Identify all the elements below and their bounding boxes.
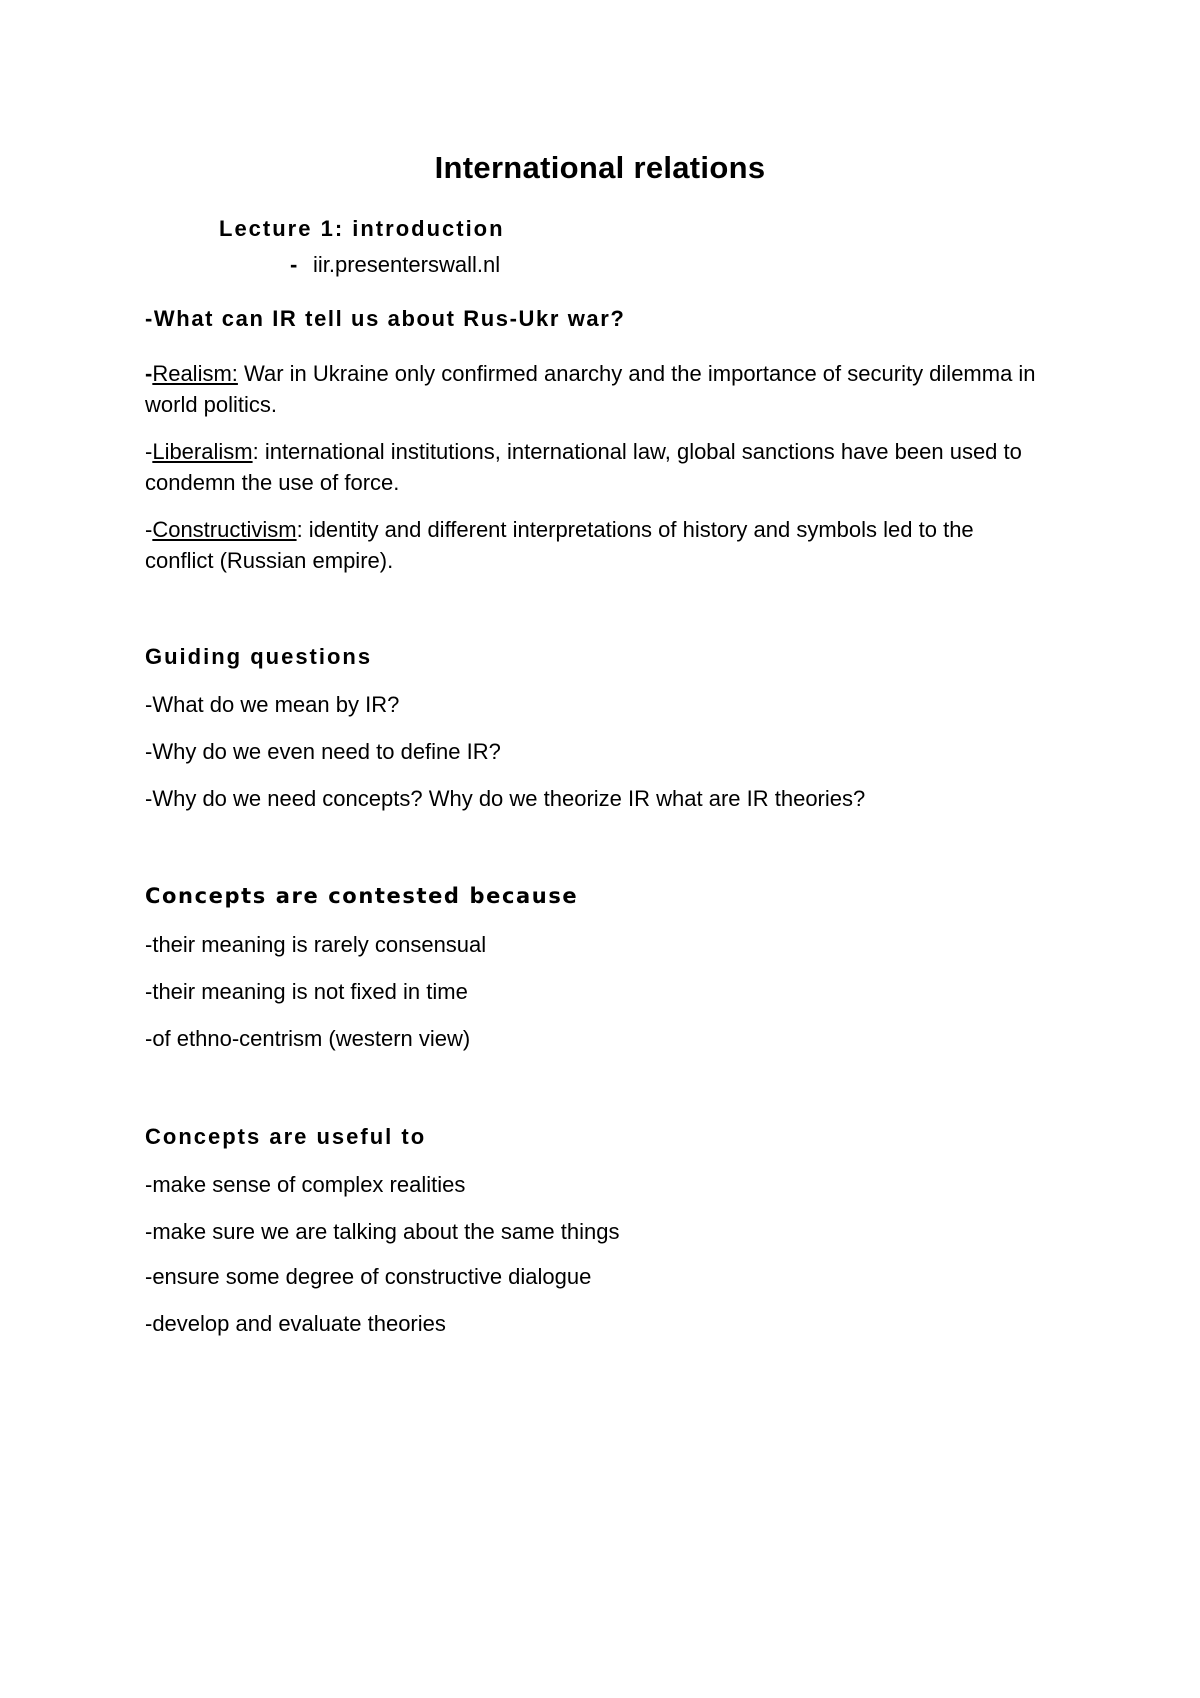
perspective-text: War in Ukraine only confirmed anarchy and the importance of security dilemma in world politics. — [145, 361, 1036, 417]
presenterswall-link-text: iir.presenterswall.nl — [313, 252, 501, 277]
perspective-term: Liberalism — [152, 439, 253, 464]
list-item: -ensure some degree of constructive dialogue — [145, 1264, 592, 1289]
perspective-dash: - — [145, 439, 153, 464]
perspective-term: Realism: — [152, 361, 238, 386]
list-item: -make sure we are talking about the same things — [145, 1219, 620, 1244]
perspective-paragraph-constructivism — [145, 514, 1045, 576]
link-bullet-item — [290, 252, 500, 278]
list-item: -Why do we need concepts? Why do we theorize IR what are IR theories? — [145, 786, 866, 811]
lecture-heading: Lecture 1: introduction — [219, 216, 505, 241]
section-heading-concepts-contested: Concepts are contested because — [145, 884, 579, 908]
perspective-paragraph-realism — [145, 358, 1045, 420]
list-item: -their meaning is not fixed in time — [145, 979, 468, 1004]
document-title: International relations — [434, 150, 766, 185]
list-item: -What do we mean by IR? — [145, 692, 400, 717]
perspective-dash: - — [145, 517, 153, 542]
list-item: -make sense of complex realities — [145, 1172, 466, 1197]
section-heading-guiding-questions: Guiding questions — [145, 644, 373, 669]
section-heading-concepts-useful: Concepts are useful to — [145, 1124, 427, 1149]
list-item: -of ethno-centrism (western view) — [145, 1026, 471, 1051]
perspective-paragraph-liberalism — [145, 436, 1045, 498]
list-item: -develop and evaluate theories — [145, 1311, 446, 1336]
perspective-text: : identity and different interpretations of history and symbols led to the conflict (Russian empire). — [145, 517, 974, 573]
question-heading: -What can IR tell us about Rus-Ukr war? — [145, 306, 626, 331]
list-item: -their meaning is rarely consensual — [145, 932, 487, 957]
bullet-dash: - — [290, 252, 298, 277]
perspective-dash: - — [145, 361, 153, 386]
perspective-text: : international institutions, international law, global sanctions have been used to condemn the use of force. — [145, 439, 1022, 495]
perspective-term: Constructivism — [152, 517, 297, 542]
list-item: -Why do we even need to define IR? — [145, 739, 501, 764]
